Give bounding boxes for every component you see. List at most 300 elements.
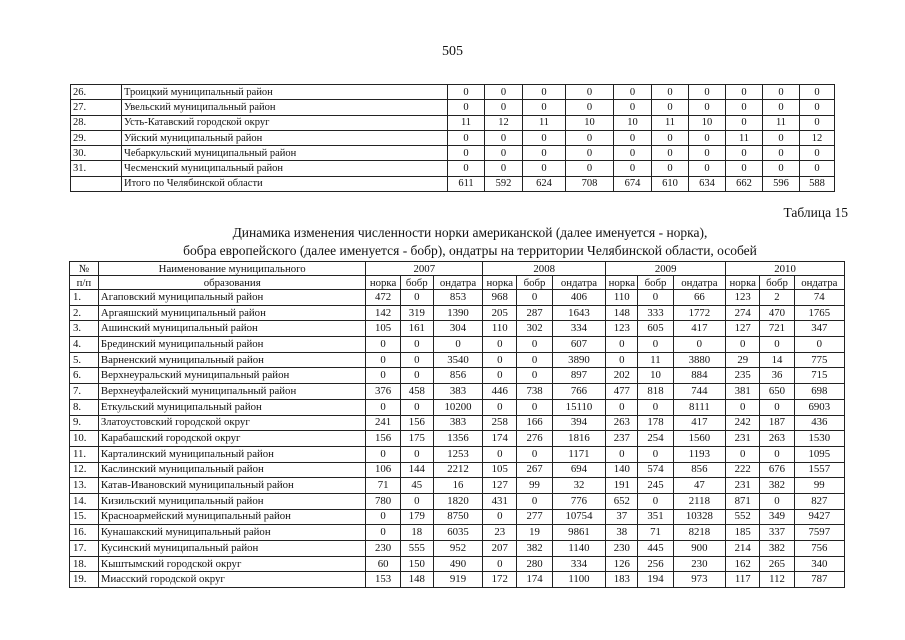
value-cell: 127 (726, 321, 760, 337)
value-cell: 0 (517, 446, 552, 462)
value-cell: 207 (483, 541, 517, 557)
value-cell: 0 (400, 399, 433, 415)
value-cell: 1772 (673, 305, 725, 321)
value-cell: 45 (400, 478, 433, 494)
value-cell: 302 (517, 321, 552, 337)
table-row (70, 431, 845, 447)
value-cell: 721 (760, 321, 794, 337)
value-cell: 0 (483, 399, 517, 415)
value-cell: 333 (638, 305, 673, 321)
value-cell: 265 (760, 556, 794, 572)
total-label: Итого по Челябинской области (122, 176, 448, 191)
table-row (70, 305, 845, 321)
value-cell: 897 (552, 368, 606, 384)
value-cell: 105 (483, 462, 517, 478)
value-cell: 123 (606, 321, 638, 337)
table-title-line-1: Динамика изменения численности норки американской (далее именуется - норка), (232, 225, 708, 240)
total-empty-cell (71, 176, 122, 191)
row-number: 27. (71, 100, 122, 115)
value-cell: 871 (726, 493, 760, 509)
value-cell: 715 (794, 368, 844, 384)
value-cell: 490 (433, 556, 482, 572)
value-cell: 0 (483, 368, 517, 384)
value-cell: 230 (673, 556, 725, 572)
value-cell: 0 (614, 146, 652, 161)
value-cell: 183 (606, 572, 638, 588)
value-cell: 241 (366, 415, 400, 431)
value-cell: 127 (483, 478, 517, 494)
value-cell: 1530 (794, 431, 844, 447)
header-species: норка (483, 276, 517, 290)
value-cell: 14 (760, 352, 794, 368)
value-cell: 71 (366, 478, 400, 494)
total-value: 662 (726, 176, 763, 191)
value-cell: 256 (638, 556, 673, 572)
row-number: 17. (70, 541, 99, 557)
value-cell: 555 (400, 541, 433, 557)
header-species: норка (366, 276, 400, 290)
value-cell: 818 (638, 384, 673, 400)
row-number: 8. (70, 399, 99, 415)
value-cell: 0 (517, 290, 552, 306)
municipality-name: Увельский муниципальный район (122, 100, 448, 115)
value-cell: 919 (433, 572, 482, 588)
value-cell: 766 (552, 384, 606, 400)
row-number: 26. (71, 85, 122, 100)
value-cell: 3540 (433, 352, 482, 368)
value-cell: 0 (366, 337, 400, 353)
value-cell: 349 (760, 509, 794, 525)
value-cell: 242 (726, 415, 760, 431)
value-cell: 968 (483, 290, 517, 306)
value-cell: 258 (483, 415, 517, 431)
value-cell: 60 (366, 556, 400, 572)
value-cell: 0 (400, 337, 433, 353)
value-cell: 0 (689, 85, 726, 100)
municipality-name: Брединский муниципальный район (98, 337, 366, 353)
value-cell: 1390 (433, 305, 482, 321)
value-cell: 0 (638, 446, 673, 462)
value-cell: 267 (517, 462, 552, 478)
value-cell: 376 (366, 384, 400, 400)
value-cell: 174 (517, 572, 552, 588)
row-number: 7. (70, 384, 99, 400)
row-number: 15. (70, 509, 99, 525)
municipality-name: Кизильский муниципальный район (98, 493, 366, 509)
row-number: 4. (70, 337, 99, 353)
value-cell: 0 (760, 399, 794, 415)
value-cell: 0 (366, 399, 400, 415)
value-cell: 0 (652, 85, 689, 100)
value-cell: 9861 (552, 525, 606, 541)
value-cell: 458 (400, 384, 433, 400)
header-species: бобр (638, 276, 673, 290)
municipality-name: Златоустовский городской округ (98, 415, 366, 431)
value-cell: 12 (485, 115, 523, 130)
value-cell: 0 (523, 130, 566, 145)
value-cell: 0 (614, 130, 652, 145)
table-row (70, 541, 845, 557)
value-cell: 431 (483, 493, 517, 509)
value-cell: 117 (726, 572, 760, 588)
municipality-name: Троицкий муниципальный район (122, 85, 448, 100)
table-label: Таблица 15 (783, 205, 848, 220)
value-cell: 142 (366, 305, 400, 321)
value-cell: 0 (366, 446, 400, 462)
value-cell: 383 (433, 415, 482, 431)
table-row (70, 415, 845, 431)
municipality-name: Аргаяшский муниципальный район (98, 305, 366, 321)
header-year: 2009 (606, 262, 726, 276)
municipality-name: Красноармейский муниципальный район (98, 509, 366, 525)
row-number: 5. (70, 352, 99, 368)
value-cell: 0 (726, 161, 763, 176)
value-cell: 23 (483, 525, 517, 541)
value-cell: 0 (673, 337, 725, 353)
value-cell: 32 (552, 478, 606, 494)
value-cell: 106 (366, 462, 400, 478)
header-species: норка (606, 276, 638, 290)
value-cell: 185 (726, 525, 760, 541)
value-cell: 110 (606, 290, 638, 306)
value-cell: 287 (517, 305, 552, 321)
value-cell: 47 (673, 478, 725, 494)
municipality-name: Верхнеуфалейский муниципальный район (98, 384, 366, 400)
value-cell: 140 (606, 462, 638, 478)
value-cell: 0 (566, 146, 614, 161)
municipality-name: Верхнеуральский муниципальный район (98, 368, 366, 384)
total-value: 674 (614, 176, 652, 191)
value-cell: 187 (760, 415, 794, 431)
value-cell: 2 (760, 290, 794, 306)
value-cell: 16 (433, 478, 482, 494)
value-cell: 0 (763, 85, 800, 100)
value-cell: 0 (485, 85, 523, 100)
row-number: 3. (70, 321, 99, 337)
total-value: 708 (566, 176, 614, 191)
value-cell: 0 (523, 100, 566, 115)
value-cell: 19 (517, 525, 552, 541)
value-cell: 0 (726, 337, 760, 353)
row-number: 30. (71, 146, 122, 161)
header-species: бобр (760, 276, 794, 290)
header-species: ондатра (673, 276, 725, 290)
value-cell: 0 (652, 100, 689, 115)
value-cell: 1557 (794, 462, 844, 478)
value-cell: 0 (794, 337, 844, 353)
value-cell: 6035 (433, 525, 482, 541)
value-cell: 179 (400, 509, 433, 525)
value-cell: 0 (760, 493, 794, 509)
value-cell: 0 (483, 337, 517, 353)
table-row (70, 478, 845, 494)
value-cell: 607 (552, 337, 606, 353)
row-number: 1. (70, 290, 99, 306)
table-row (71, 146, 835, 161)
value-cell: 0 (483, 509, 517, 525)
value-cell: 0 (483, 446, 517, 462)
value-cell: 11 (652, 115, 689, 130)
value-cell: 1095 (794, 446, 844, 462)
value-cell: 0 (800, 115, 835, 130)
value-cell: 9427 (794, 509, 844, 525)
header-row-years (70, 262, 845, 276)
value-cell: 0 (400, 446, 433, 462)
value-cell: 29 (726, 352, 760, 368)
value-cell: 2118 (673, 493, 725, 509)
value-cell: 1643 (552, 305, 606, 321)
municipality-name: Кусинский муниципальный район (98, 541, 366, 557)
table-row (70, 321, 845, 337)
total-row (71, 176, 835, 191)
value-cell: 0 (448, 130, 485, 145)
value-cell: 0 (760, 446, 794, 462)
value-cell: 11 (448, 115, 485, 130)
value-cell: 552 (726, 509, 760, 525)
value-cell: 0 (800, 85, 835, 100)
value-cell: 11 (763, 115, 800, 130)
value-cell: 756 (794, 541, 844, 557)
table-row (70, 337, 845, 353)
header-row-species (70, 276, 845, 290)
municipality-name: Чебаркульский муниципальный район (122, 146, 448, 161)
value-cell: 1820 (433, 493, 482, 509)
value-cell: 477 (606, 384, 638, 400)
value-cell: 3890 (552, 352, 606, 368)
value-cell: 0 (366, 352, 400, 368)
municipality-name: Каслинский муниципальный район (98, 462, 366, 478)
value-cell: 406 (552, 290, 606, 306)
value-cell: 0 (566, 161, 614, 176)
value-cell: 445 (638, 541, 673, 557)
value-cell: 205 (483, 305, 517, 321)
value-cell: 153 (366, 572, 400, 588)
value-cell: 0 (726, 100, 763, 115)
value-cell: 0 (726, 85, 763, 100)
municipality-name: Кыштымский городской округ (98, 556, 366, 572)
value-cell: 780 (366, 493, 400, 509)
municipality-name: Карабашский городской округ (98, 431, 366, 447)
value-cell: 319 (400, 305, 433, 321)
value-cell: 1100 (552, 572, 606, 588)
value-cell: 694 (552, 462, 606, 478)
table-row (70, 352, 845, 368)
value-cell: 280 (517, 556, 552, 572)
value-cell: 417 (673, 415, 725, 431)
value-cell: 446 (483, 384, 517, 400)
value-cell: 776 (552, 493, 606, 509)
total-value: 592 (485, 176, 523, 191)
municipality-name: Катав-Ивановский муниципальный район (98, 478, 366, 494)
value-cell: 0 (726, 146, 763, 161)
row-number: 16. (70, 525, 99, 541)
value-cell: 3880 (673, 352, 725, 368)
table-title-line-2: бобра европейского (далее именуется - бобр), ондатры на территории Челябинской области, особей (183, 243, 757, 258)
value-cell: 99 (517, 478, 552, 494)
value-cell: 0 (614, 161, 652, 176)
municipality-name: Чесменский муниципальный район (122, 161, 448, 176)
value-cell: 0 (652, 161, 689, 176)
table-title (120, 224, 820, 260)
municipality-name: Ашинский муниципальный район (98, 321, 366, 337)
value-cell: 10 (638, 368, 673, 384)
value-cell: 235 (726, 368, 760, 384)
row-number: 31. (71, 161, 122, 176)
value-cell: 382 (760, 478, 794, 494)
value-cell: 99 (794, 478, 844, 494)
value-cell: 0 (800, 146, 835, 161)
table-row (71, 85, 835, 100)
value-cell: 334 (552, 556, 606, 572)
value-cell: 156 (366, 431, 400, 447)
total-value: 624 (523, 176, 566, 191)
value-cell: 274 (726, 305, 760, 321)
value-cell: 1356 (433, 431, 482, 447)
value-cell: 263 (606, 415, 638, 431)
value-cell: 10 (614, 115, 652, 130)
value-cell: 472 (366, 290, 400, 306)
table-row (70, 556, 845, 572)
table-row (70, 368, 845, 384)
value-cell: 0 (400, 352, 433, 368)
population-table (69, 261, 845, 588)
value-cell: 37 (606, 509, 638, 525)
value-cell: 1765 (794, 305, 844, 321)
municipality-name: Варненский муниципальный район (98, 352, 366, 368)
value-cell: 0 (800, 100, 835, 115)
value-cell: 194 (638, 572, 673, 588)
value-cell: 18 (400, 525, 433, 541)
value-cell: 263 (760, 431, 794, 447)
value-cell: 0 (726, 446, 760, 462)
value-cell: 0 (448, 100, 485, 115)
row-number: 14. (70, 493, 99, 509)
value-cell: 0 (517, 368, 552, 384)
value-cell: 36 (760, 368, 794, 384)
table-row (70, 384, 845, 400)
table-row (71, 161, 835, 176)
value-cell: 884 (673, 368, 725, 384)
table-row (71, 115, 835, 130)
value-cell: 0 (800, 161, 835, 176)
value-cell: 0 (763, 130, 800, 145)
table-row (70, 462, 845, 478)
value-cell: 340 (794, 556, 844, 572)
municipality-name: Кунашакский муниципальный район (98, 525, 366, 541)
value-cell: 1193 (673, 446, 725, 462)
value-cell: 1253 (433, 446, 482, 462)
header-name-line-1: Наименование муниципального (98, 262, 366, 276)
value-cell: 1560 (673, 431, 725, 447)
value-cell: 304 (433, 321, 482, 337)
value-cell: 10754 (552, 509, 606, 525)
value-cell: 8750 (433, 509, 482, 525)
total-value: 610 (652, 176, 689, 191)
value-cell: 676 (760, 462, 794, 478)
table-row (70, 290, 845, 306)
table-row (70, 525, 845, 541)
value-cell: 0 (726, 399, 760, 415)
value-cell: 0 (689, 100, 726, 115)
municipality-name: Агаповский муниципальный район (98, 290, 366, 306)
value-cell: 351 (638, 509, 673, 525)
value-cell: 337 (760, 525, 794, 541)
value-cell: 0 (485, 100, 523, 115)
value-cell: 38 (606, 525, 638, 541)
value-cell: 0 (448, 146, 485, 161)
value-cell: 973 (673, 572, 725, 588)
value-cell: 230 (606, 541, 638, 557)
value-cell: 0 (566, 85, 614, 100)
value-cell: 0 (400, 368, 433, 384)
value-cell: 0 (517, 399, 552, 415)
table-row (70, 446, 845, 462)
value-cell: 112 (760, 572, 794, 588)
value-cell: 150 (400, 556, 433, 572)
value-cell: 0 (606, 352, 638, 368)
value-cell: 0 (606, 446, 638, 462)
value-cell: 738 (517, 384, 552, 400)
value-cell: 0 (448, 161, 485, 176)
value-cell: 10 (566, 115, 614, 130)
value-cell: 10328 (673, 509, 725, 525)
row-number: 12. (70, 462, 99, 478)
value-cell: 11 (638, 352, 673, 368)
value-cell: 470 (760, 305, 794, 321)
value-cell: 900 (673, 541, 725, 557)
value-cell: 0 (638, 337, 673, 353)
municipality-name: Миасский городской округ (98, 572, 366, 588)
value-cell: 0 (689, 161, 726, 176)
row-number: 18. (70, 556, 99, 572)
row-number: 11. (70, 446, 99, 462)
value-cell: 110 (483, 321, 517, 337)
row-number: 10. (70, 431, 99, 447)
value-cell: 174 (483, 431, 517, 447)
header-name-line-2: образования (98, 276, 366, 290)
total-value: 611 (448, 176, 485, 191)
value-cell: 230 (366, 541, 400, 557)
value-cell: 0 (638, 290, 673, 306)
value-cell: 0 (400, 493, 433, 509)
value-cell: 0 (366, 525, 400, 541)
value-cell: 0 (433, 337, 482, 353)
value-cell: 417 (673, 321, 725, 337)
value-cell: 0 (638, 493, 673, 509)
value-cell: 698 (794, 384, 844, 400)
value-cell: 10200 (433, 399, 482, 415)
value-cell: 0 (485, 146, 523, 161)
value-cell: 156 (400, 415, 433, 431)
value-cell: 574 (638, 462, 673, 478)
value-cell: 0 (763, 100, 800, 115)
value-cell: 0 (523, 146, 566, 161)
value-cell: 856 (673, 462, 725, 478)
value-cell: 394 (552, 415, 606, 431)
value-cell: 0 (763, 161, 800, 176)
row-number: 19. (70, 572, 99, 588)
value-cell: 0 (517, 493, 552, 509)
value-cell: 0 (566, 130, 614, 145)
value-cell: 237 (606, 431, 638, 447)
value-cell: 0 (523, 161, 566, 176)
value-cell: 0 (652, 146, 689, 161)
value-cell: 605 (638, 321, 673, 337)
header-year: 2010 (726, 262, 845, 276)
value-cell: 175 (400, 431, 433, 447)
value-cell: 853 (433, 290, 482, 306)
value-cell: 0 (448, 85, 485, 100)
